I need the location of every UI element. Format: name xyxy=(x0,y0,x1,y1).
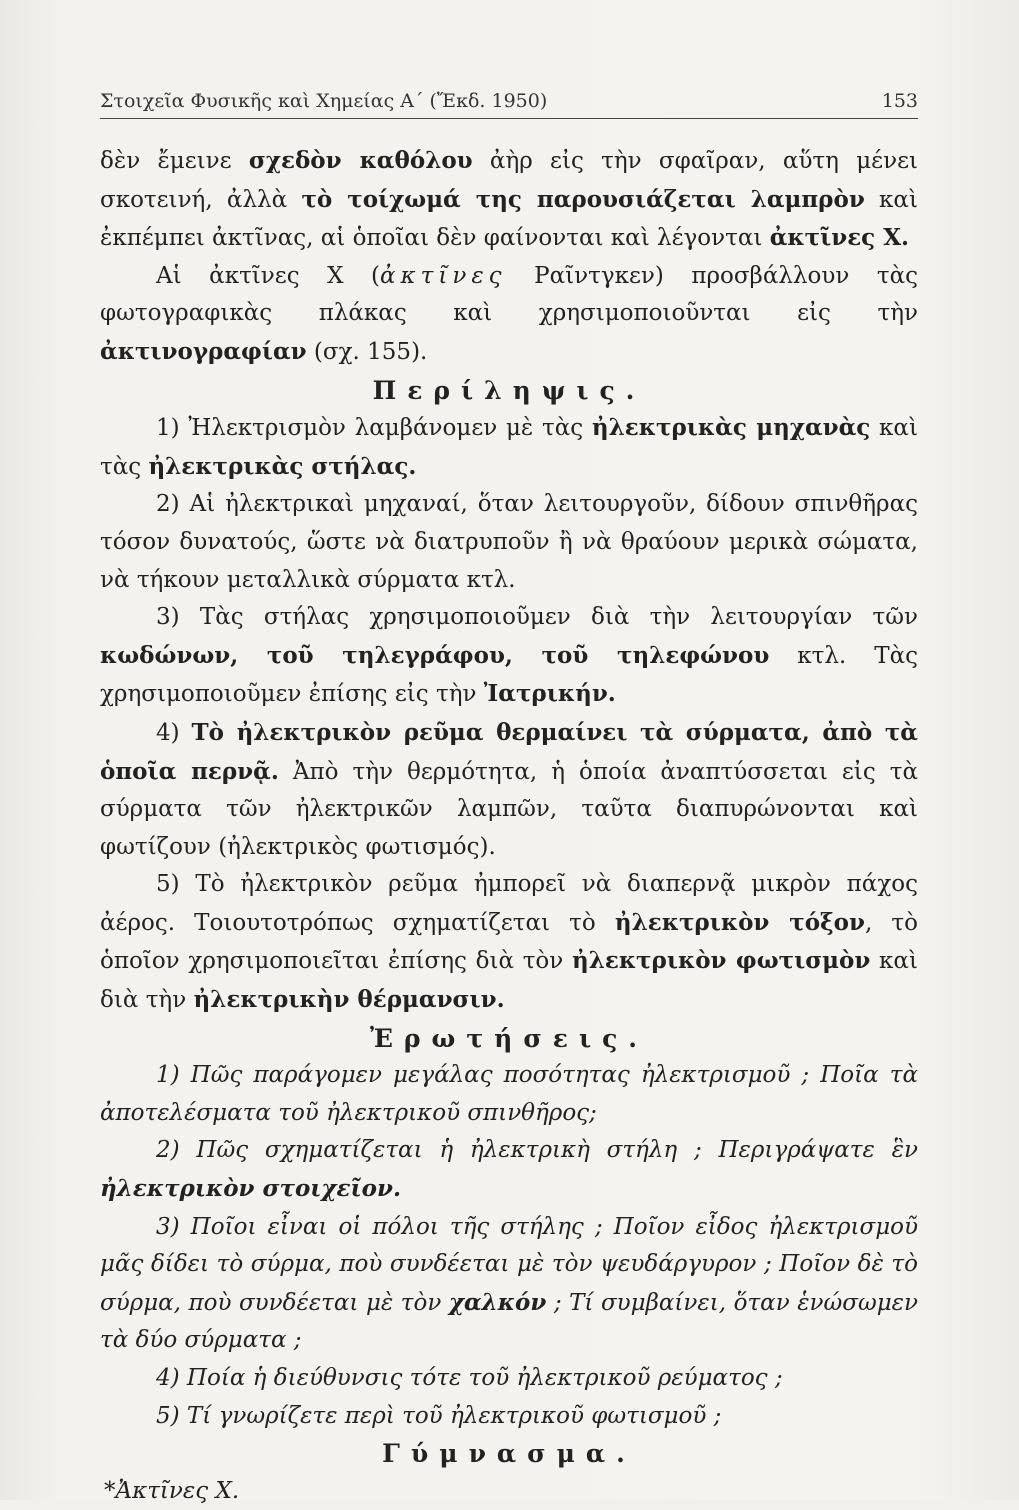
summary-heading: Περίληψις. xyxy=(372,375,646,405)
text-run: δὲν ἔμεινε xyxy=(100,148,249,174)
exercise-heading: Γύμνασμα. xyxy=(382,1439,636,1469)
text-run: , τὸ ὁποῖον χρησιμοποιεῖται ἐπίσης διὰ τὸν xyxy=(100,909,918,975)
text-run: Ραῖντγκεν) προσβάλλουν τὰς φωτογραφικὰς πλάκας καὶ χρησιμοποιοῦνται εἰς τὴν xyxy=(100,262,918,327)
summary-item-1 xyxy=(100,409,918,486)
text-run: καὶ τὰς xyxy=(100,415,918,480)
summary-item-3 xyxy=(100,599,918,714)
text-run: καὶ ἐκπέμπει ἀκτῖνας, αἱ ὁποῖαι δὲν φαίνονται καὶ λέγονται xyxy=(100,186,918,252)
question-5: 5) Τί γνωρίζετε περὶ τοῦ ἠλεκτρικοῦ φωτισμοῦ ; xyxy=(156,1402,722,1429)
emphasis-run: Ἰατρικήν. xyxy=(483,680,616,708)
question-3 xyxy=(100,1209,918,1360)
text-run: (σχ. 155). xyxy=(306,338,428,365)
text-run: καὶ διὰ τὴν xyxy=(100,948,918,1014)
emphasis-run: ἠλεκτρικὸν τόξον xyxy=(614,908,865,936)
emphasis-run: ἠλεκτρικὰς μηχανὰς xyxy=(591,414,871,442)
running-header-title: Στοιχεῖα Φυσικῆς καὶ Χημείας Α΄ (Ἔκδ. 1950) xyxy=(100,90,548,112)
text-run: κτλ. Τὰς χρησιμοποιοῦμεν ἐπίσης εἰς τὴν xyxy=(100,642,918,708)
summary-item-4 xyxy=(100,714,918,866)
emphasis-run: ἠλεκτρικὰς στήλας. xyxy=(148,452,417,480)
emphasis-run: Τὸ ἠλεκτρικὸν ρεῦμα θερμαίνει τὰ σύρματα, ἀπὸ τὰ ὁποῖα περνᾷ. xyxy=(100,718,918,785)
summary-item-2: 2) Αἱ ἠλεκτρικαὶ μηχαναί, ὅταν λειτουργοῦν, δίδουν σπινθῆρας τόσον δυνατούς, ὥστε νὰ διατρυποῦν ἢ νὰ θραύουν μερικὰ σώματα, νὰ τήκουν μεταλλικὰ σύρματα κτλ. xyxy=(100,491,918,593)
question-4: 4) Ποία ἡ διεύθυνσις τότε τοῦ ἠλεκτρικοῦ ρεύματος ; xyxy=(156,1365,783,1391)
text-run: 1) Ἠλεκτρισμὸν λαμβάνομεν μὲ τὰς xyxy=(156,415,592,442)
spaced-run: ἀκτῖνες xyxy=(380,262,507,289)
text-run: 4) xyxy=(156,719,192,746)
page-number: 153 xyxy=(881,90,918,112)
emphasis-run: ἀκτῖνες Χ. xyxy=(769,224,910,252)
text-run: ; Τί συμβαίνει, ὅταν ἑνώσωμεν τὰ δύο σύρματα ; xyxy=(100,1289,918,1354)
emphasis-run: σχεδὸν καθόλου xyxy=(248,147,473,174)
text-run: ἀὴρ εἰς τὴν σφαῖραν, αὕτη μένει σκοτεινή, ἀλλὰ xyxy=(100,148,918,213)
exercise-item: *Ἀκτῖνες Χ. xyxy=(104,1477,240,1504)
text-run: 5) Τὸ ἠλεκτρικὸν ρεῦμα ἠμπορεῖ νὰ διαπερνᾷ μικρὸν πάχος ἀέρος. Τοιουτοτρόπως σχηματίζεται τὸ xyxy=(100,871,918,936)
text-run: 3) Τὰς στήλας χρησιμοποιοῦμεν διὰ τὴν λειτουργίαν τῶν xyxy=(156,604,918,631)
emphasis-run: τὸ τοίχωμά της παρουσιάζεται λαμπρὸν xyxy=(301,185,865,213)
text-run: 3) Ποῖοι εἶναι οἱ πόλοι τῆς στήλης ; Ποῖον εἶδος ἠλεκτρισμοῦ μᾶς δίδει τὸ σύρμα, ποὺ συνδέεται μὲ τὸν ψευδάργυρον ; Ποῖον δὲ τὸ σύρμα, ποὺ συνδέεται μὲ τὸν xyxy=(100,1213,918,1316)
text-run: Ἀπὸ τὴν θερμότητα, ἡ ὁποία ἀναπτύσσεται εἰς τὰ σύρματα τῶν ἠλεκτρικῶν λαμπῶν, ταῦτα διαπυρώνονται καὶ φωτίζουν (ἠλεκτρικὸς φωτισμός). xyxy=(100,758,918,860)
page-body xyxy=(100,142,918,1510)
emphasis-run: κωδώνων, τοῦ τηλεγράφου, τοῦ τηλεφώνου xyxy=(100,641,770,669)
emphasis-run: χαλκόν xyxy=(448,1288,547,1316)
summary-item-5 xyxy=(100,866,918,1019)
emphasis-run: ἠλεκτρικὸν φωτισμὸν xyxy=(571,947,871,975)
intro-paragraph-2 xyxy=(100,258,918,372)
questions-heading: Ἐρωτήσεις. xyxy=(369,1023,649,1053)
text-run: 2) Πῶς σχηματίζεται ἡ ἠλεκτρικὴ στήλη ; Περιγράψατε ἓν xyxy=(156,1137,918,1164)
running-header xyxy=(100,90,918,119)
emphasis-run: ἠλεκτρικὴν θέρμανσιν. xyxy=(193,986,505,1014)
text-run: Αἱ ἀκτῖνες Χ ( xyxy=(156,262,380,289)
question-1: 1) Πῶς παράγομεν μεγάλας ποσότητας ἠλεκτρισμοῦ ; Ποῖα τὰ ἀποτελέσματα τοῦ ἠλεκτρικοῦ σπινθῆρος; xyxy=(100,1062,918,1126)
question-2 xyxy=(100,1132,918,1208)
emphasis-run: ἀκτινογραφίαν xyxy=(100,337,307,365)
emphasis-run: ἠλεκτρικὸν στοιχεῖον. xyxy=(100,1175,401,1203)
intro-paragraph-1 xyxy=(100,142,918,258)
